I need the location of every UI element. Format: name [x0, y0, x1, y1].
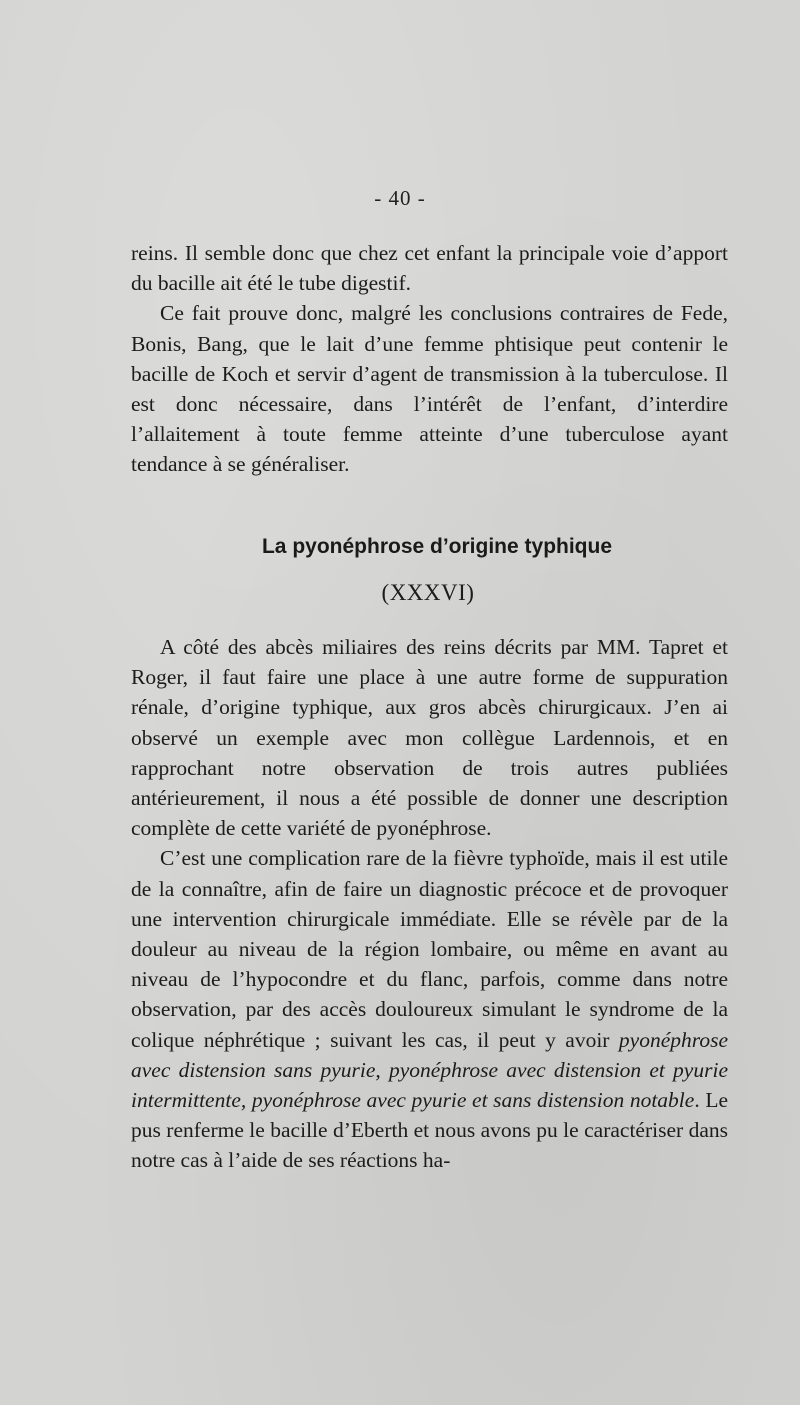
page-number: - 40 -: [374, 186, 426, 210]
italic-term-1: pyonéphrose avec distension sans pyurie: [131, 1027, 728, 1082]
paragraph-continuation: reins. Il semble donc que chez cet enfant la principale voie d’apport du bacille ait été le tube digestif.: [131, 241, 728, 296]
italic-term-3: pyonéphrose avec pyurie et sans distension notable: [251, 1088, 695, 1113]
text-run: C’est une complication rare de la fièvre typhoïde, mais il est utile de la connaître, afin de faire un diagnostic précoce et de provoquer une intervention chirurgicale immédiate. Elle se révèle par de la douleur au niveau de la région lombaire, ou même en avant au niveau de l’hypocondre et du flanc, parfois, comme dans notre observation, par des accès douloureux simulant le syndrome de la colique néphrétique ; suivant les cas, il peut y avoir: [131, 846, 728, 1052]
body-text-section: [131, 632, 728, 1176]
paragraph-complication: [131, 843, 728, 1175]
section-number: (XXXVI): [381, 580, 475, 605]
paragraph-milk-transmission: Ce fait prouve donc, malgré les conclusions contraires de Fede, Bonis, Bang, que le lait d’une femme phtisique peut contenir le bacille de Koch et servir d’agent de transmission à la tuberculose. Il est donc nécessaire, dans l’intérêt de l’enfant, d’interdire l’allaitement à toute femme atteinte d’une tuberculose ayant tendance à se généraliser.: [131, 301, 728, 477]
section-title: La pyonéphrose d’origine typhique: [261, 535, 613, 558]
paragraph-intro: A côté des abcès miliaires des reins décrits par MM. Tapret et Roger, il faut faire une place à une autre forme de suppuration rénale, d’origine typhique, aux gros abcès chirurgicaux. J’en ai observé un exemple avec mon collègue Lardennois, et en rapprochant notre observation de trois autres publiées antérieurement, il nous a été possible de donner une description complète de cette variété de pyonéphrose.: [131, 635, 728, 841]
body-text-top: [131, 238, 728, 480]
separator: ,: [375, 1057, 390, 1082]
italic-term-2: pyonéphrose avec distension et pyurie intermittente: [131, 1057, 728, 1113]
separator: ,: [240, 1088, 252, 1113]
text-run: . Le pus renferme le bacille d’Eberth et nous avons pu le caractériser dans notre cas à l’aide de ses réactions ha-: [131, 1088, 728, 1173]
